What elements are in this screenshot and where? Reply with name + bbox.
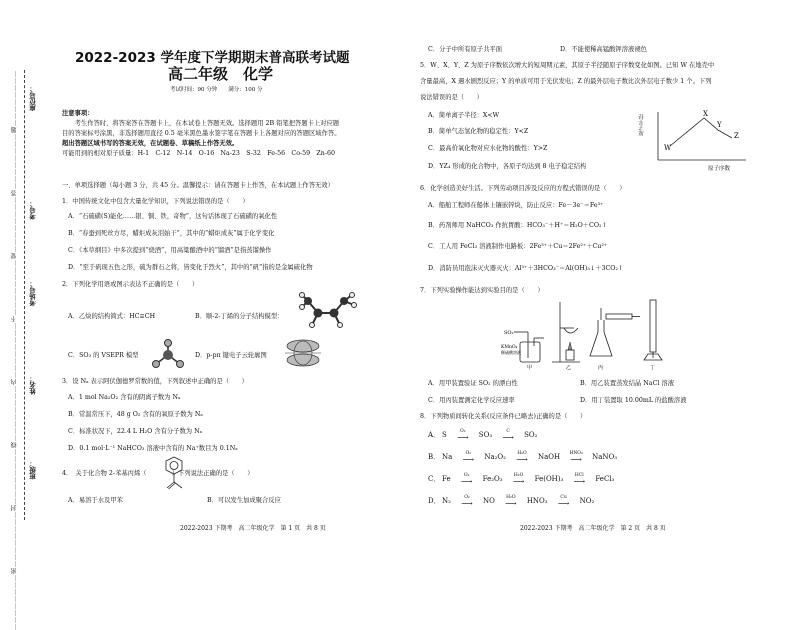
q2-option-d: D．p-pπ 键电子云轮廓图 (195, 352, 267, 359)
q7-option-b: B．用乙装置蒸发结晶 NaCl 溶液 (580, 380, 674, 387)
q4-stem: 4． 关于化合物 2-苯基丙烯（ ）下列说法正确的是（ ） (62, 470, 254, 477)
chemical-species: NaOH (537, 453, 561, 461)
arrow-icon: ⟶ (516, 455, 528, 464)
reaction-arrow (551, 495, 577, 508)
footer-right: 2022-2023 下期考 高二年级化学 第 2 页 共 8 页 (520, 525, 666, 532)
seat-label: 座位号： (29, 85, 37, 111)
exam-info: 考试时间：90 分钟 满分：100 分 (170, 87, 263, 93)
chemical-species: Fe₂O₃ (482, 475, 503, 483)
binding-text: ……………………密……………………封……………………线……………………内……………………不……………………要……………………答……………………题…………………… (11, 70, 18, 630)
q4-option-b: B．可以发生加成聚合反应 (207, 497, 281, 504)
apparatus-label: 甲 (527, 365, 533, 371)
chemical-species: SO₂ (524, 431, 538, 439)
apparatus-label: 稀硫酸溶液 (501, 350, 521, 355)
chemical-species: Na (442, 453, 453, 461)
q3-option: A．1 mol Na₂O₂ 含有的阴离子数为 Nₐ (68, 394, 181, 401)
arrow-icon: ⟶ (570, 455, 582, 464)
reagent-label: HCl (574, 473, 584, 478)
chart-point-label: Z (734, 132, 739, 140)
q1-option: B．“春蚕到死丝方尽，蜡炬成灰泪始干”，其中的“蜡炬成灰”属于化学变化 (68, 230, 275, 237)
arrow-icon: ⟶ (460, 477, 473, 486)
binding-line (24, 70, 25, 520)
q2-option-a: A．乙炔的结构简式：HC≡CH (68, 313, 156, 320)
option-letter: C． (428, 475, 441, 483)
q5-option: A．简单离子半径：X<W (428, 112, 500, 119)
chemical-species: NaNO₃ (592, 453, 618, 461)
q7-stem: 7．下列实验操作能达到实验目的是（ ） (420, 287, 544, 294)
q1-option: D．“至于矾现五色之形，硫为群石之将，皆变化于烈火”，其中的“矾”指的是金属硫化物 (68, 264, 313, 271)
arrow-icon: ⟶ (461, 499, 473, 508)
reaction-arrow (563, 451, 589, 464)
reagent-label: O₂ (460, 429, 466, 434)
q4-option-d: D．不能使稀高锰酸钾溶液褪色 (560, 46, 647, 53)
room-label: 考场号： (29, 280, 37, 306)
page-title: 2022-2023 学年度下学期期末普高联考试题 (75, 50, 350, 66)
chemical-species: Fe(OH)₃ (534, 475, 564, 483)
reaction-arrow (506, 473, 532, 486)
q5-stem: 含量最高，X 遇水剧烈反应；Y 的单质可用于光伏发电；Z 的最外层电子数比次外层电子数少 1 个。下列 (420, 78, 712, 85)
q7-option-c: C．用丙装置测定化学反应速率 (428, 397, 515, 404)
lab-apparatus-diagram (500, 298, 670, 370)
q6-option: D．消防员用泡沫灭火器灭火：Al³⁺＋3HCO₃⁻＝Al(OH)₃↓＋3CO₂↑ (428, 265, 624, 272)
reaction-arrow (454, 473, 480, 486)
q1-option: C．《本草纲目》中多次提到“烧酒”，用高粱酿酒中的“馏酒”是指蒸馏操作 (68, 247, 272, 254)
pi-bond-cloud (283, 338, 323, 368)
atomic-radius-chart (648, 110, 748, 172)
q2-option-c: C．SO₃ 的 VSEPR 模型 (68, 352, 139, 359)
apparatus-label: 丙 (598, 365, 604, 371)
reagent-label: H₂O (517, 451, 527, 456)
arrow-icon: ⟶ (457, 433, 469, 442)
atomic-masses: 可能用到的相对原子质量：H-1 C-12 N-14 O-16 Na-23 S-32 Fe-56 Co-59 Zn-60 (62, 150, 336, 157)
cis-butene-model (300, 293, 360, 335)
q6-option: C．工人用 FeCl₃ 溶液制作电路板：2Fe³⁺＋Cu＝2Fe²⁺＋Cu²⁺ (428, 243, 608, 250)
notes-heading: 注意事项： (62, 110, 94, 117)
reagent-label: H₂O (513, 473, 524, 478)
reagent-label: O₂ (463, 473, 470, 478)
exam-no-label: 考号： (29, 200, 37, 220)
name-label: 姓名： (29, 375, 37, 395)
q4-option-c: C．分子中所有原子共平面 (428, 46, 503, 53)
apparatus-label: SO₂ (504, 330, 514, 336)
q3-option: D．0.1 mol·L⁻¹ NaHCO₃ 溶液中含有的 Na⁺数目为 0.1Nₐ (68, 445, 238, 452)
chart-x-label: 原子序数 (708, 166, 731, 172)
q1-option: A．“石硫磺(S)能化……银、铜、铁，奇物”，这句话体现了石硫磺的氧化性 (68, 213, 278, 220)
reaction-arrow (455, 451, 481, 464)
arrow-icon: ⟶ (505, 499, 517, 508)
apparatus-label: KMnO₄ (501, 345, 518, 350)
q8-option (428, 450, 617, 464)
reaction-arrow (495, 429, 521, 442)
q5-stem: 5．W、X、Y、Z 为原子序数依次增大的短周期元素，其原子半径随原子序数变化如图。已知 W 在地壳中 (420, 62, 715, 69)
arrow-icon: ⟶ (512, 477, 525, 486)
reagent-label: H₂O (506, 495, 516, 500)
chart-y-label: 原子半径 (639, 114, 645, 136)
q8-option (428, 494, 594, 508)
reaction-arrow (498, 495, 524, 508)
q7-option-a: A．用甲装置验证 SO₂ 的漂白性 (428, 380, 518, 387)
apparatus-label: 乙 (566, 365, 572, 371)
phenylpropene-structure (162, 455, 192, 493)
q8-stem: 8．下列物质间转化关系(反应条件已略去)正确的是（ ） (420, 413, 587, 420)
chemical-species: NO₂ (579, 497, 595, 505)
q8-option (428, 472, 614, 486)
chemical-species: HNO₃ (526, 497, 548, 505)
section-heading: 一、单项选择题（每小题 3 分，共 45 分。温馨提示：请在答题卡上作答，在本试题上作答无效） (62, 182, 334, 189)
chart-point-label: W (664, 144, 672, 152)
arrow-icon: ⟶ (462, 455, 475, 464)
class-label: 班级： (29, 460, 37, 480)
reaction-arrow (450, 429, 476, 442)
reagent-label: O₂ (464, 495, 470, 500)
page-subtitle: 高二年级 化学 (168, 65, 274, 83)
q5-option: C．最高价氧化物对应水化物的酸性：Y>Z (428, 145, 548, 152)
notes-line: 考生作答时，将答案答在答题卡上，在本试卷上答题无效。选择题用 2B 铅笔把答题卡上对应题 (62, 120, 340, 127)
q8-option (428, 428, 537, 442)
chemical-species: S (442, 431, 447, 439)
chemical-species: Na₂O₂ (484, 453, 506, 461)
q7-option-d: D．用丁装置取 10.00mL 的盐酸溶液 (580, 397, 687, 404)
chemical-species: N₂ (442, 497, 451, 505)
reaction-arrow (566, 473, 592, 486)
option-letter: A． (428, 431, 441, 439)
q5-option: D．YZ₄ 形成的化合物中，各原子均达到 8 电子稳定结构 (428, 163, 587, 170)
chart-point-label: X (703, 110, 708, 118)
arrow-icon: ⟶ (502, 433, 514, 442)
q3-option: C．标准状况下，22.4 L H₂O 含有分子数为 Nₐ (68, 428, 203, 435)
reaction-arrow (454, 495, 480, 508)
q2-option-b: B．顺-2-丁烯的分子结构模型： (195, 313, 284, 320)
apparatus-label: 丁 (650, 365, 656, 371)
arrow-icon: ⟶ (557, 499, 570, 508)
chemical-species: FeCl₃ (595, 475, 615, 483)
reagent-label: O₂ (465, 451, 472, 456)
option-letter: D． (428, 497, 441, 505)
footer-left: 2022-2023 下期考 高二年级化学 第 1 页 共 8 页 (180, 525, 326, 532)
q6-option: B．药剂师用 NaHCO₃ 作抗胃酸：HCO₃⁻＋H⁺＝H₂O＋CO₂↑ (428, 222, 607, 229)
chemical-species: Fe (442, 475, 451, 483)
q5-stem: 说法错误的是（ ） (420, 94, 483, 101)
q6-stem: 6．化学创造美好生活。下列劳动项目涉及反应的方程式错误的是（ ） (420, 185, 626, 192)
reagent-label: C (506, 429, 510, 434)
reagent-label: HNO₃ (569, 451, 583, 456)
reagent-label: Cu (560, 495, 567, 500)
q3-stem: 3．设 Nₐ 表示阿伏伽德罗常数的值，下列叙述中正确的是（ ） (62, 378, 248, 385)
q3-option: B．常温常压下，48 g O₂ 含有的氧原子数为 Nₐ (68, 411, 203, 418)
reaction-arrow (509, 451, 535, 464)
q1-stem: 1．中国传统文化中包含大量化学知识，下列说法错误的是（ ） (62, 198, 249, 205)
arrow-icon: ⟶ (573, 477, 586, 486)
q2-stem: 2．下列化学用语或图示表达不正确的是（ ） (62, 281, 199, 288)
chemical-species: NO (482, 497, 495, 505)
q6-option: A．船舶工程师在船体上镶嵌锌块，防止反应：Fe－3e⁻＝Fe³⁺ (428, 202, 604, 209)
chemical-species: SO₃ (478, 431, 493, 439)
q5-option: B．简单气态氢化物的稳定性：Y<Z (428, 128, 529, 135)
q4-option-a: A．易溶于水及甲苯 (68, 497, 123, 504)
notes-line: 目的答案标号涂黑，非选择题用直径 0.5 毫米黑色墨水签字笔在答题卡上各题对应的答题区域作答。 (62, 130, 341, 137)
option-letter: B． (428, 453, 441, 461)
chart-point-label: Y (717, 121, 722, 129)
notes-line: 超出答题区域书写的答案无效，在试题卷、草稿纸上作答无效。 (62, 140, 239, 147)
so3-vsepr-model (150, 340, 186, 370)
